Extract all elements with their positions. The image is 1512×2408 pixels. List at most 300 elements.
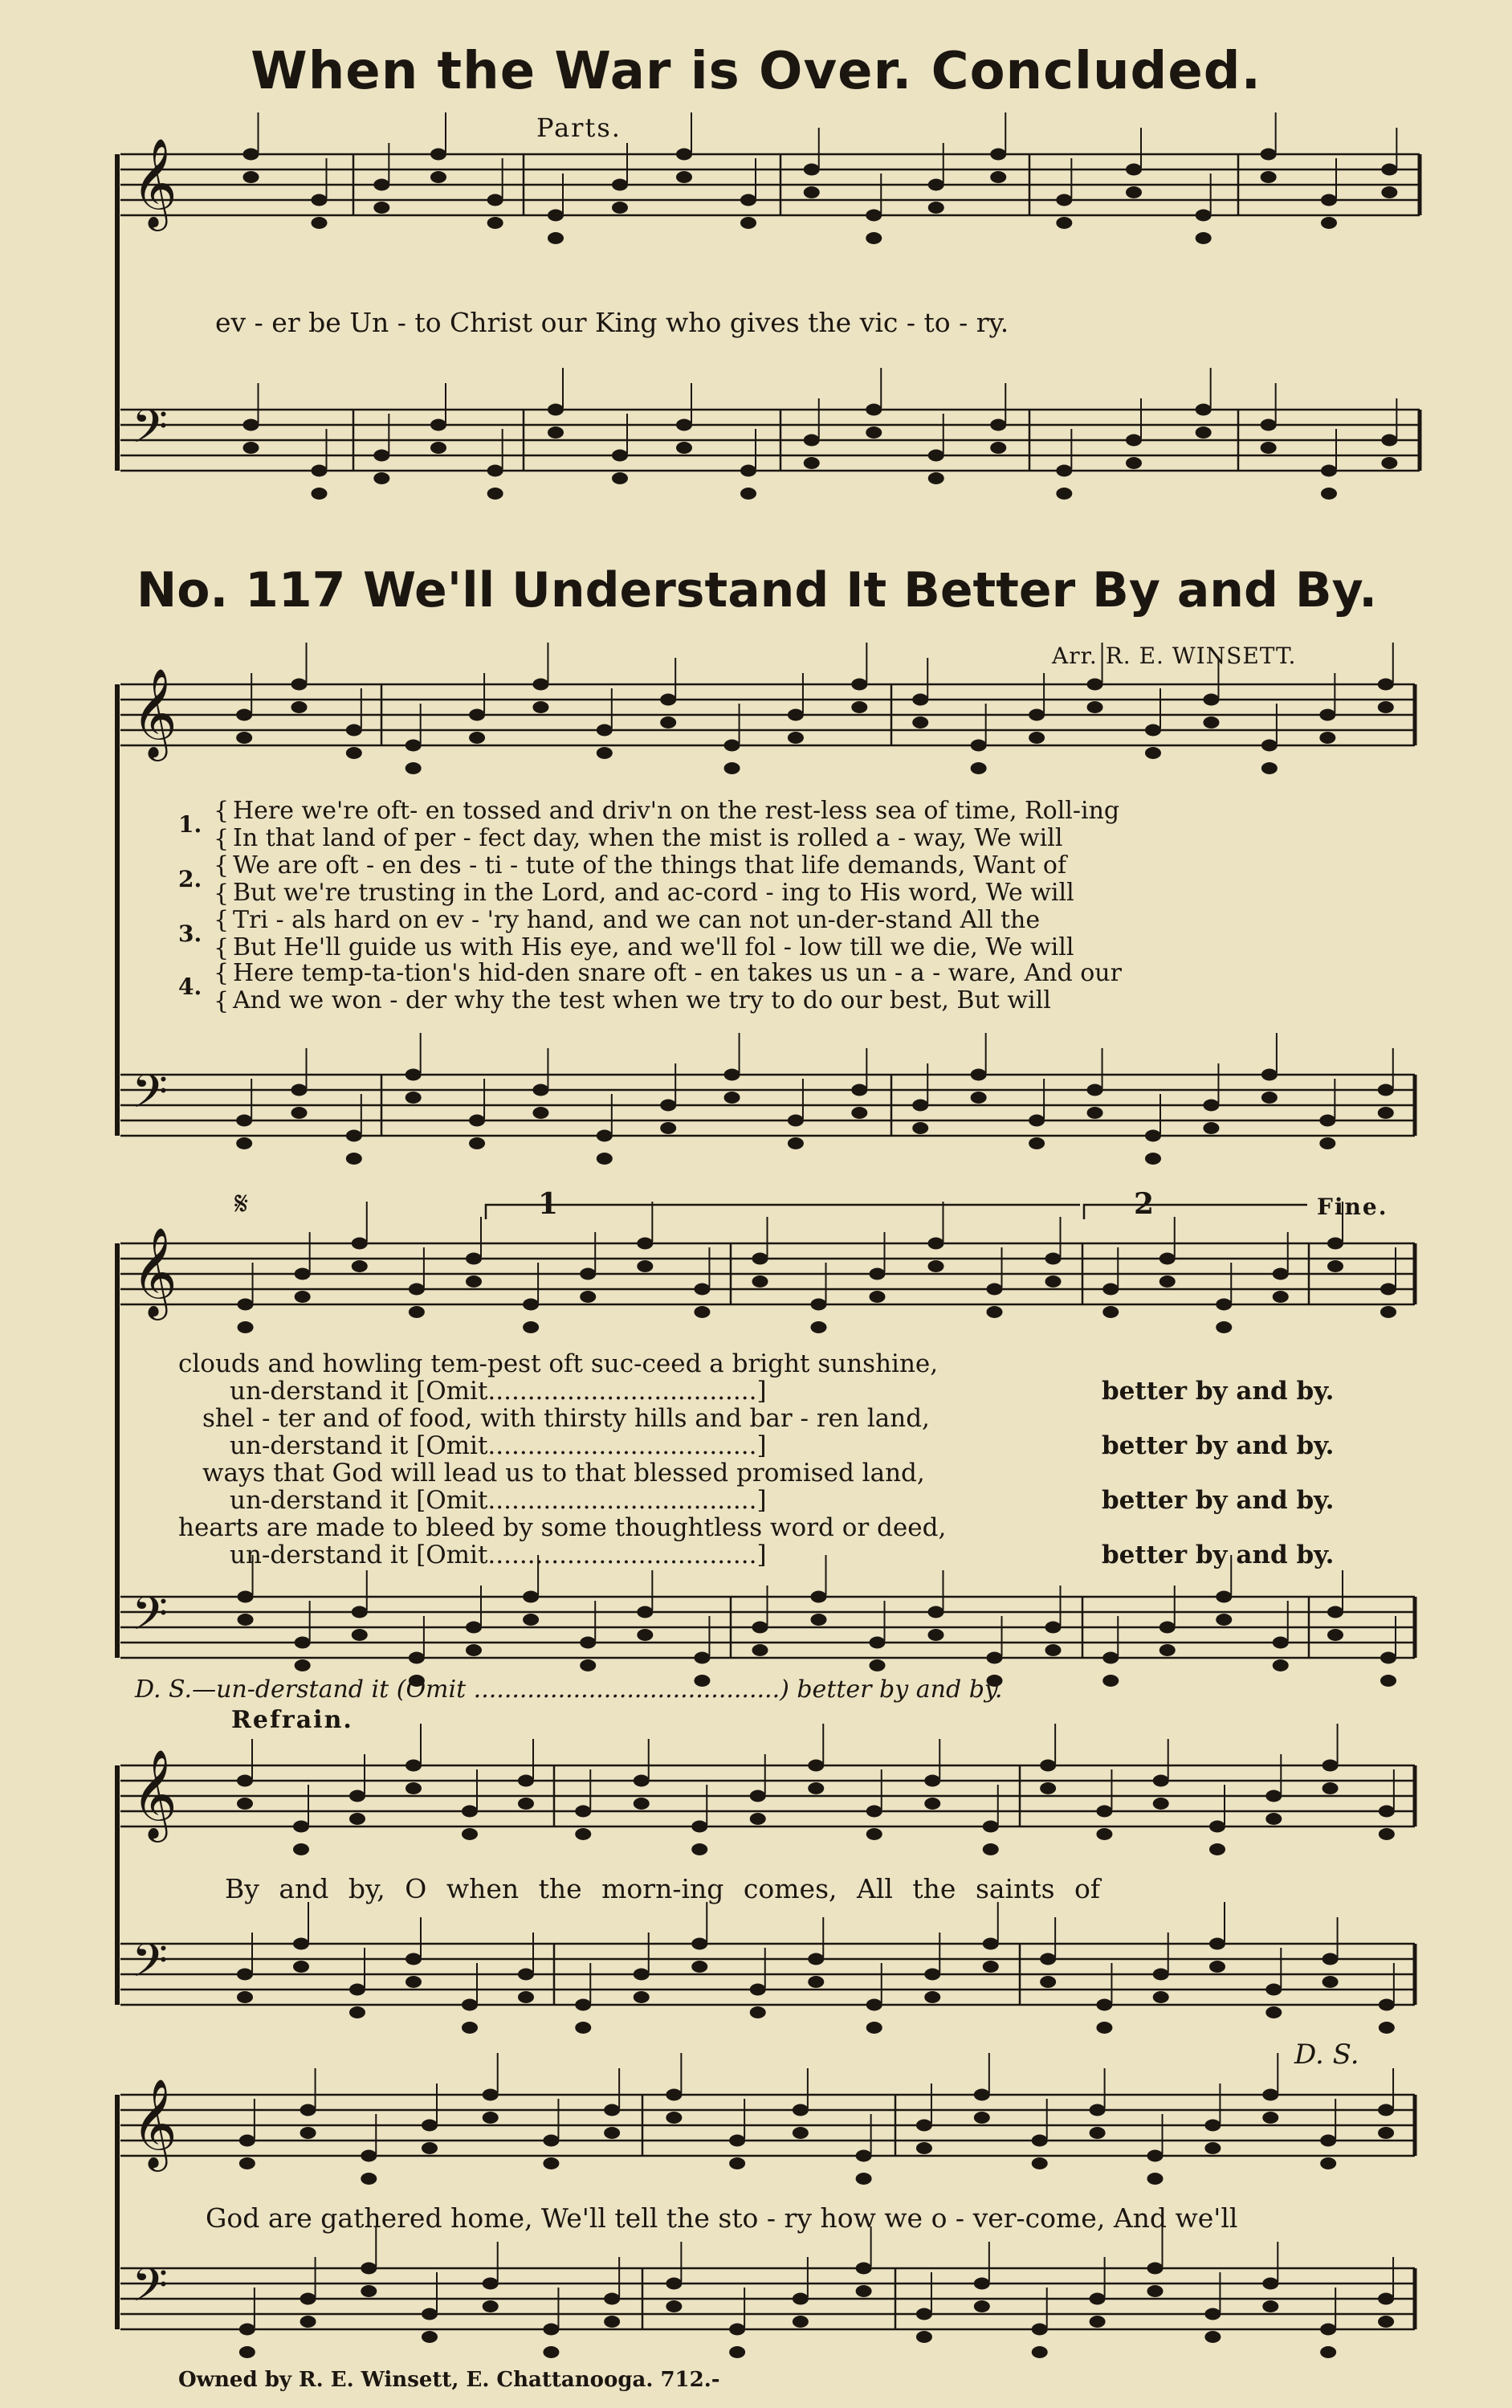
- note-head: [1320, 2346, 1336, 2358]
- note-head: [1320, 2324, 1336, 2336]
- note-head: [866, 1828, 882, 1840]
- note-head: [1087, 701, 1103, 713]
- note-head: [361, 2263, 377, 2275]
- note-head: [1322, 1782, 1339, 1794]
- note-head: [291, 1107, 308, 1119]
- note-head: [293, 1821, 309, 1833]
- note-head: [1380, 1306, 1396, 1318]
- note-head: [928, 450, 944, 462]
- note-head: [469, 1115, 485, 1127]
- note-head: [532, 701, 548, 713]
- note-head: [808, 1760, 824, 1772]
- note-head: [634, 1991, 650, 2003]
- note-head: [866, 232, 882, 244]
- arranger-credit: Arr. R. E. WINSETT.: [1052, 643, 1297, 669]
- note-head: [1319, 1137, 1335, 1149]
- note-head: [543, 2135, 559, 2147]
- treble-clef-icon: 𝄞: [132, 667, 177, 757]
- note-head: [349, 2006, 365, 2018]
- note-head: [543, 2157, 559, 2169]
- note-head: [1262, 2278, 1278, 2290]
- note-head: [1090, 2104, 1106, 2116]
- first-ending: 1: [538, 1187, 559, 1221]
- note-head: [793, 2127, 809, 2139]
- note-head: [548, 404, 564, 416]
- note-head: [1102, 1675, 1119, 1687]
- bass-clef-icon: 𝄢: [132, 1064, 169, 1130]
- note-head: [462, 2022, 478, 2034]
- note-head: [752, 1644, 768, 1656]
- note-head: [523, 1321, 539, 1333]
- note-head: [928, 1260, 944, 1272]
- note-head: [924, 1798, 940, 1810]
- note-head: [406, 740, 422, 752]
- first-ending-bracket: [486, 1205, 1080, 1219]
- continuation-line: hearts are made to bleed by some thoughtless word or deed,: [178, 1513, 947, 1542]
- note-head: [1265, 1790, 1282, 1802]
- note-head: [1321, 217, 1337, 229]
- note-head: [916, 2308, 932, 2320]
- note-head: [851, 1084, 867, 1096]
- note-head: [634, 1969, 650, 1981]
- note-head: [430, 442, 446, 454]
- second-ending-bracket: [1084, 1205, 1307, 1219]
- note-head: [518, 1969, 534, 1981]
- continuation-line: clouds and howling tem-pest oft suc-ceed a bright sunshine,: [178, 1349, 939, 1378]
- note-head: [346, 724, 362, 737]
- note-head: [1261, 1092, 1278, 1104]
- note-head: [676, 171, 692, 183]
- note-head: [1087, 679, 1103, 691]
- verse-line: We are oft - en des - ti - tute of the things that life demands, Want of: [233, 851, 1067, 880]
- verse-line: And we won - der why the test when we try to do our best, But will: [233, 986, 1051, 1014]
- note-head: [924, 1969, 940, 1981]
- parts-label: Parts.: [536, 112, 622, 143]
- note-head: [1320, 2135, 1336, 2147]
- note-head: [676, 149, 692, 161]
- note-head: [666, 2089, 682, 2101]
- note-head: [870, 1659, 886, 1671]
- note-head: [1096, 1828, 1112, 1840]
- note-head: [1126, 186, 1142, 198]
- note-head: [1029, 1115, 1045, 1127]
- note-head: [1273, 1268, 1289, 1280]
- note-head: [1040, 1976, 1056, 1988]
- note-head: [1145, 724, 1161, 737]
- note-head: [1327, 1629, 1343, 1641]
- note-head: [916, 2142, 932, 2154]
- ds-mark: D. S.: [1294, 2039, 1359, 2071]
- note-head: [361, 2150, 377, 2162]
- note-head: [793, 2316, 809, 2328]
- better-by-and-by: better by and by.: [1102, 1486, 1335, 1515]
- note-head: [612, 179, 628, 191]
- note-head: [1378, 2104, 1394, 2116]
- note-head: [729, 2135, 745, 2147]
- note-head: [1096, 1999, 1112, 2011]
- note-head: [1087, 1107, 1103, 1119]
- note-head: [518, 1798, 534, 1810]
- note-head: [666, 2300, 682, 2312]
- note-head: [729, 2346, 745, 2358]
- note-head: [1196, 210, 1212, 222]
- note-head: [1209, 1821, 1225, 1833]
- note-head: [349, 1790, 365, 1802]
- note-head: [1319, 709, 1335, 721]
- note-head: [1379, 1828, 1395, 1840]
- note-head: [740, 194, 756, 206]
- note-head: [469, 1137, 485, 1149]
- note-head: [1327, 1238, 1343, 1250]
- note-head: [676, 419, 692, 431]
- verse-line: Here temp-ta-tion's hid-den snare oft - en takes us un - a - ware, And our: [233, 959, 1122, 987]
- note-head: [604, 2316, 620, 2328]
- note-head: [1378, 2127, 1394, 2139]
- note-head: [1319, 1115, 1335, 1127]
- note-head: [1126, 435, 1142, 447]
- note-head: [1322, 1760, 1339, 1772]
- note-head: [1261, 762, 1278, 774]
- note-head: [740, 465, 756, 477]
- note-head: [1203, 716, 1219, 729]
- note-head: [856, 2173, 872, 2185]
- note-head: [666, 2112, 682, 2124]
- note-head: [793, 2104, 809, 2116]
- note-head: [724, 1069, 740, 1081]
- note-head: [750, 1984, 766, 1996]
- note-head: [532, 679, 548, 691]
- note-head: [1203, 1122, 1219, 1134]
- note-head: [487, 194, 503, 206]
- note-head: [724, 762, 740, 774]
- note-head: [409, 1284, 425, 1296]
- note-head: [1381, 164, 1397, 176]
- first-song-lyrics: ev - er be Un - to Christ our King who gives the vic - to - ry.: [215, 307, 1009, 338]
- note-head: [238, 1591, 254, 1603]
- hymn-number: No. 117: [137, 562, 346, 618]
- note-head: [1380, 1284, 1396, 1296]
- note-head: [548, 232, 564, 244]
- note-head: [691, 1843, 707, 1855]
- note-head: [1090, 2316, 1106, 2328]
- note-head: [1261, 740, 1278, 752]
- note-head: [916, 2120, 932, 2132]
- note-head: [523, 1299, 539, 1311]
- note-head: [1261, 419, 1277, 431]
- note-head: [1209, 1961, 1225, 1973]
- continuation-line: un-derstand it [Omit..................................]: [230, 1431, 767, 1460]
- note-head: [487, 217, 503, 229]
- note-head: [543, 2346, 559, 2358]
- note-head: [1196, 404, 1212, 416]
- note-head: [788, 1137, 804, 1149]
- note-head: [312, 217, 328, 229]
- note-head: [518, 1991, 534, 2003]
- note-head: [1147, 2285, 1164, 2297]
- note-head: [1203, 694, 1219, 706]
- note-head: [422, 2142, 438, 2154]
- note-head: [239, 2346, 255, 2358]
- continuation-line: un-derstand it [Omit..................................]: [230, 1377, 767, 1406]
- note-head: [1090, 2127, 1106, 2139]
- note-head: [1380, 1652, 1396, 1664]
- note-head: [349, 1984, 365, 1996]
- note-head: [1209, 1843, 1225, 1855]
- note-head: [856, 2150, 872, 2162]
- note-head: [238, 1299, 254, 1311]
- note-head: [1379, 2022, 1395, 2034]
- note-head: [1102, 1306, 1119, 1318]
- note-head: [1159, 1253, 1176, 1265]
- note-head: [1102, 1652, 1119, 1664]
- note-head: [660, 694, 676, 706]
- note-head: [1381, 457, 1397, 469]
- note-head: [597, 1130, 613, 1142]
- bass-clef-icon: 𝄢: [132, 1933, 169, 1999]
- note-head: [236, 732, 252, 744]
- note-head: [1029, 732, 1045, 744]
- note-head: [660, 716, 676, 729]
- note-head: [1153, 1775, 1169, 1787]
- note-head: [1126, 457, 1142, 469]
- note-head: [295, 1659, 311, 1671]
- note-head: [406, 1782, 422, 1794]
- note-head: [866, 404, 882, 416]
- note-head: [1262, 2112, 1278, 2124]
- continuation-line: shel - ter and of food, with thirsty hills and bar - ren land,: [202, 1404, 930, 1433]
- verse-line: But He'll guide us with His eye, and we'll fol - low till we die, We will: [233, 933, 1074, 961]
- verse-brace: { {: [214, 851, 230, 908]
- note-head: [580, 1268, 596, 1280]
- note-head: [856, 2263, 872, 2275]
- note-head: [637, 1260, 653, 1272]
- note-head: [597, 724, 613, 737]
- note-head: [238, 1614, 254, 1626]
- note-head: [462, 1828, 478, 1840]
- note-head: [300, 2293, 316, 2305]
- note-head: [912, 1100, 928, 1112]
- note-head: [1029, 1137, 1045, 1149]
- note-head: [990, 149, 1006, 161]
- verse-line: Tri - als hard on ev - 'ry hand, and we can not un-der-stand All the: [233, 906, 1041, 934]
- note-head: [293, 1961, 309, 1973]
- note-head: [634, 1798, 650, 1810]
- note-head: [912, 716, 928, 729]
- note-head: [729, 2324, 745, 2336]
- note-head: [987, 1652, 1003, 1664]
- note-head: [974, 2278, 990, 2290]
- note-head: [971, 1069, 987, 1081]
- note-head: [1153, 1969, 1169, 1981]
- note-head: [430, 149, 446, 161]
- note-head: [352, 1629, 368, 1641]
- note-head: [239, 2324, 255, 2336]
- note-head: [974, 2112, 990, 2124]
- note-head: [580, 1291, 596, 1303]
- note-head: [1216, 1321, 1232, 1333]
- note-head: [1378, 679, 1394, 691]
- note-head: [1378, 2316, 1394, 2328]
- note-head: [987, 1284, 1003, 1296]
- note-head: [1379, 1806, 1395, 1818]
- note-head: [239, 2157, 255, 2169]
- note-head: [291, 701, 308, 713]
- continuation-line: un-derstand it [Omit..................................]: [230, 1541, 767, 1569]
- note-head: [352, 1606, 368, 1618]
- better-by-and-by: better by and by.: [1102, 1377, 1335, 1406]
- note-head: [523, 1614, 539, 1626]
- note-head: [1261, 1069, 1278, 1081]
- verse-brace: { {: [214, 959, 230, 1015]
- continuation-line: un-derstand it [Omit..................................]: [230, 1486, 767, 1515]
- note-head: [483, 2300, 499, 2312]
- note-head: [1056, 217, 1072, 229]
- verse-number: 1.: [178, 811, 202, 838]
- note-head: [788, 709, 804, 721]
- treble-clef-icon: 𝄞: [132, 137, 177, 227]
- note-head: [532, 1107, 548, 1119]
- note-head: [983, 1938, 999, 1950]
- note-head: [462, 1999, 478, 2011]
- note-head: [1159, 1644, 1176, 1656]
- note-head: [532, 1084, 548, 1096]
- treble-clef-icon: 𝄞: [132, 1226, 177, 1316]
- note-head: [1379, 1999, 1395, 2011]
- refrain-lyrics: God are gathered home, We'll tell the sto - ry how we o - ver-come, And we'll: [206, 2202, 1238, 2234]
- note-head: [974, 2089, 990, 2101]
- note-head: [634, 1775, 650, 1787]
- note-head: [750, 2006, 766, 2018]
- note-head: [422, 2120, 438, 2132]
- note-head: [406, 1976, 422, 1988]
- note-head: [724, 1092, 740, 1104]
- note-head: [1045, 1622, 1062, 1634]
- note-head: [243, 419, 259, 431]
- note-head: [409, 1652, 425, 1664]
- note-head: [1321, 488, 1337, 500]
- note-head: [243, 442, 259, 454]
- note-head: [1262, 2089, 1278, 2101]
- note-head: [409, 1306, 425, 1318]
- note-head: [612, 450, 628, 462]
- note-head: [487, 488, 503, 500]
- note-head: [293, 1843, 309, 1855]
- note-head: [1262, 2300, 1278, 2312]
- note-head: [987, 1306, 1003, 1318]
- note-head: [406, 1092, 422, 1104]
- note-head: [466, 1253, 482, 1265]
- note-head: [312, 194, 328, 206]
- treble-clef-icon: 𝄞: [132, 1749, 177, 1839]
- note-head: [1204, 2120, 1221, 2132]
- note-head: [971, 740, 987, 752]
- note-head: [612, 202, 628, 214]
- note-head: [291, 1084, 308, 1096]
- note-head: [1381, 435, 1397, 447]
- note-head: [974, 2300, 990, 2312]
- note-head: [430, 419, 446, 431]
- note-head: [866, 1806, 882, 1818]
- note-head: [1378, 1084, 1394, 1096]
- note-head: [1216, 1614, 1232, 1626]
- note-head: [750, 1813, 766, 1825]
- note-head: [483, 2278, 499, 2290]
- bass-clef-icon: 𝄢: [132, 399, 169, 465]
- better-by-and-by: better by and by.: [1102, 1431, 1335, 1460]
- refrain-label: Refrain.: [231, 1706, 353, 1734]
- note-head: [1204, 2331, 1221, 2343]
- note-head: [811, 1591, 827, 1603]
- note-head: [466, 1644, 482, 1656]
- note-head: [1265, 1813, 1282, 1825]
- note-head: [752, 1622, 768, 1634]
- note-head: [694, 1284, 710, 1296]
- note-head: [916, 2331, 932, 2343]
- note-head: [851, 679, 867, 691]
- verse-line: But we're trusting in the Lord, and ac-cord - ing to His word, We will: [233, 879, 1074, 907]
- continuation-line: ways that God will lead us to that blessed promised land,: [202, 1459, 925, 1488]
- note-head: [1126, 164, 1142, 176]
- note-head: [243, 149, 259, 161]
- note-head: [518, 1775, 534, 1787]
- note-head: [793, 2293, 809, 2305]
- note-head: [430, 171, 446, 183]
- note-head: [239, 2135, 255, 2147]
- note-head: [487, 465, 503, 477]
- note-head: [1321, 465, 1337, 477]
- note-head: [660, 1100, 676, 1112]
- note-head: [866, 2022, 882, 2034]
- note-head: [1153, 1798, 1169, 1810]
- note-head: [1209, 1938, 1225, 1950]
- note-head: [1216, 1591, 1232, 1603]
- note-head: [575, 1828, 591, 1840]
- note-head: [237, 1969, 253, 1981]
- note-head: [1032, 2157, 1048, 2169]
- note-head: [870, 1291, 886, 1303]
- note-head: [422, 2308, 438, 2320]
- note-head: [1261, 149, 1277, 161]
- note-head: [1090, 2293, 1106, 2305]
- note-head: [1032, 2346, 1048, 2358]
- note-head: [740, 488, 756, 500]
- note-head: [1265, 1984, 1282, 1996]
- note-head: [1045, 1253, 1062, 1265]
- note-head: [462, 1806, 478, 1818]
- note-head: [811, 1321, 827, 1333]
- note-head: [1203, 1100, 1219, 1112]
- note-head: [1321, 194, 1337, 206]
- note-head: [291, 679, 308, 691]
- note-head: [691, 1821, 707, 1833]
- note-head: [811, 1299, 827, 1311]
- note-head: [295, 1291, 311, 1303]
- note-head: [1204, 2142, 1221, 2154]
- note-head: [300, 2316, 316, 2328]
- note-head: [870, 1637, 886, 1649]
- note-head: [575, 2022, 591, 2034]
- note-head: [1145, 1153, 1161, 1165]
- note-head: [637, 1238, 653, 1250]
- note-head: [924, 1775, 940, 1787]
- note-head: [1380, 1675, 1396, 1687]
- note-head: [1216, 1299, 1232, 1311]
- note-head: [666, 2278, 682, 2290]
- better-by-and-by: better by and by.: [1102, 1541, 1335, 1569]
- note-head: [352, 1260, 368, 1272]
- note-head: [1265, 2006, 1282, 2018]
- note-head: [1029, 709, 1045, 721]
